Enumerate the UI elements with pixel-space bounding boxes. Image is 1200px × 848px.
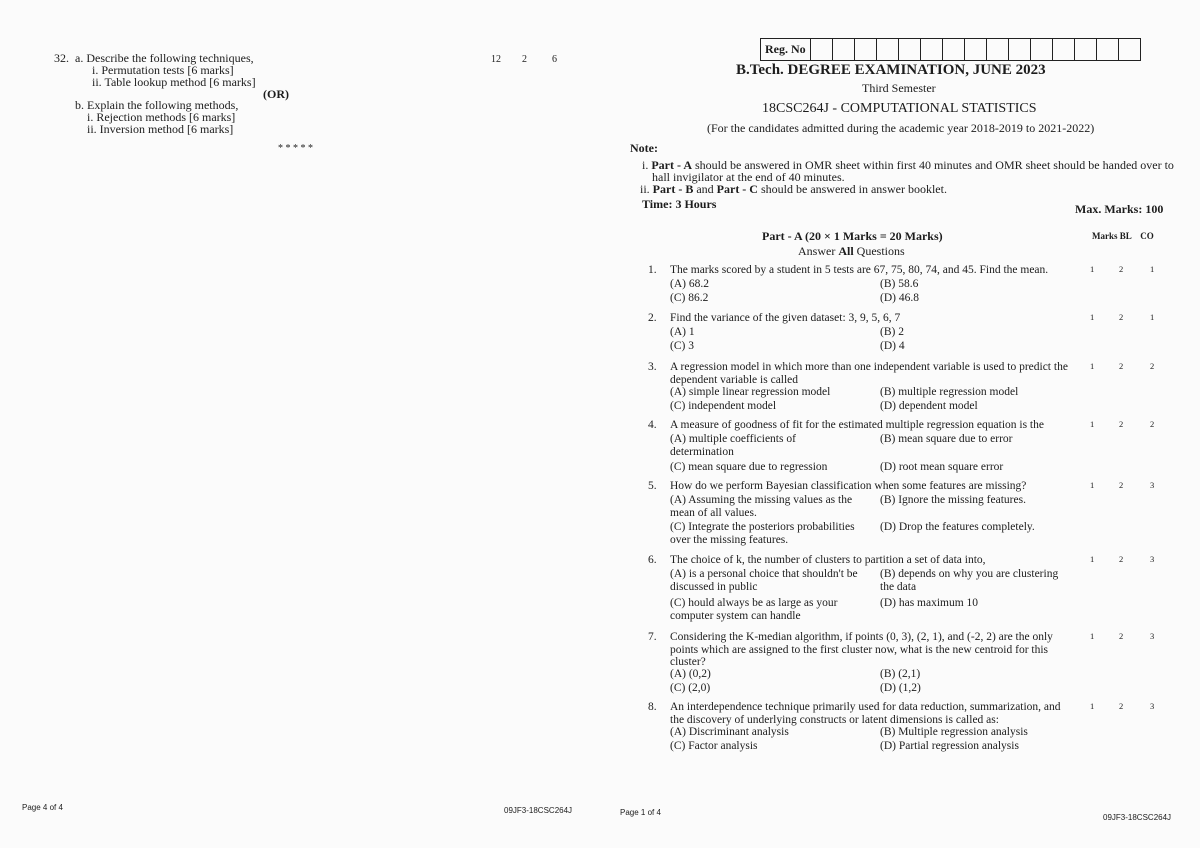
time-label: Time: 3 Hours — [642, 197, 717, 211]
question-bl: 2 — [1119, 631, 1124, 641]
option-d: (D) has maximum 10 — [880, 597, 979, 609]
course-title: 18CSC264J - COMPUTATIONAL STATISTICS — [762, 101, 1037, 116]
option-a: (A) multiple coefficients of determination — [670, 433, 796, 458]
question-bl: 2 — [1119, 419, 1124, 429]
note-i-line2: hall invigilator at the end of 40 minutes. — [652, 170, 845, 184]
reg-cell — [1097, 39, 1119, 60]
question-marks: 1 — [1090, 264, 1095, 274]
question-co: 2 — [1150, 419, 1155, 429]
question-bl: 2 — [1119, 264, 1124, 274]
question-text: Considering the K-median algorithm, if points (0, 3), (2, 1), and (-2, 2) are the only points which are assigned to the first cluster now, what is the new centroid for this cluster? — [670, 631, 1053, 668]
reg-no-label: Reg. No — [761, 39, 811, 60]
question-bl: 2 — [1119, 361, 1124, 371]
reg-cell — [855, 39, 877, 60]
question-marks: 1 — [1090, 631, 1095, 641]
reg-cell — [965, 39, 987, 60]
question-32b-ii: ii. Inversion method [6 marks] — [87, 122, 234, 136]
question-text: The choice of k, the number of clusters to partition a set of data into, — [670, 554, 986, 566]
option-d: (D) 4 — [880, 340, 905, 352]
semester: Third Semester — [862, 81, 936, 95]
question-co: 3 — [1150, 554, 1155, 564]
question-text: The marks scored by a student in 5 tests are 67, 75, 80, 74, and 45. Find the mean. — [670, 264, 1049, 276]
question-marks: 1 — [1090, 554, 1095, 564]
exam-title: B.Tech. DEGREE EXAMINATION, JUNE 2023 — [736, 62, 1046, 78]
note-ii — [640, 182, 947, 197]
reg-cell — [1053, 39, 1075, 60]
question-co: 1 — [1150, 312, 1155, 322]
option-a: (A) Assuming the missing values as the mean of all values. — [670, 494, 853, 519]
reg-cell — [877, 39, 899, 60]
answer-all — [798, 244, 905, 259]
question-co: 3 — [1150, 701, 1155, 711]
question-text: How do we perform Bayesian classification when some features are missing? — [670, 480, 1027, 492]
option-c: (C) mean square due to regression — [670, 461, 828, 473]
option-d: (D) Partial regression analysis — [880, 740, 1019, 752]
note-i-text: should be answered in OMR sheet within first 40 minutes and OMR sheet should be handed over to — [692, 158, 1174, 172]
question-text: Find the variance of the given dataset: 3, 9, 5, 6, 7 — [670, 312, 901, 324]
question-bl: 2 — [1119, 554, 1124, 564]
option-a: (A) simple linear regression model — [670, 386, 831, 398]
right-page — [600, 0, 1200, 848]
option-a: (A) is a personal choice that shouldn't be discussed in public — [670, 568, 858, 593]
question-number: 4. — [648, 419, 657, 431]
question-co: 3 — [1150, 480, 1155, 490]
option-a: (A) Discriminant analysis — [670, 726, 789, 738]
question-number: 6. — [648, 554, 657, 566]
right-footer-code: 09JF3-18CSC264J — [1103, 813, 1172, 822]
note-ii-and: and — [693, 182, 717, 196]
question-marks: 1 — [1090, 361, 1095, 371]
reg-cell — [811, 39, 833, 60]
max-marks: Max. Marks: 100 — [1075, 202, 1164, 216]
note-label: Note: — [630, 141, 658, 155]
option-b: (B) Multiple regression analysis — [880, 726, 1028, 738]
option-c: (C) hould always be as large as your computer system can handle — [670, 597, 838, 622]
question-32b-intro: b. Explain the following methods, — [75, 98, 239, 112]
end-stars: * * * * * — [278, 143, 313, 154]
column-headers: Marks BL CO — [1092, 231, 1154, 241]
note-i-bold: Part - A — [651, 158, 692, 172]
left-footer-code: 09JF3-18CSC264J — [504, 806, 573, 815]
option-b: (B) depends on why you are clustering the data — [880, 568, 1059, 593]
option-c: (C) 3 — [670, 340, 694, 352]
question-32-co: 6 — [552, 54, 557, 65]
answer-all-bold: All — [838, 244, 854, 258]
option-c: (C) Factor analysis — [670, 740, 758, 752]
note-ii-bold1: Part - B — [652, 182, 694, 196]
reg-cell — [1031, 39, 1053, 60]
note-ii-text: should be answered in answer booklet. — [757, 182, 947, 196]
question-number: 7. — [648, 631, 657, 643]
reg-cell — [899, 39, 921, 60]
option-d: (D) root mean square error — [880, 461, 1004, 473]
question-bl: 2 — [1119, 701, 1124, 711]
option-c: (C) 86.2 — [670, 292, 709, 304]
question-number: 1. — [648, 264, 657, 276]
question-32-marks: 12 — [491, 54, 501, 65]
option-b: (B) (2,1) — [880, 668, 921, 680]
answer-all-suffix: Questions — [853, 244, 905, 258]
option-b: (B) multiple regression model — [880, 386, 1019, 398]
question-text: A regression model in which more than one independent variable is used to predict the dependent variable is called — [670, 361, 1068, 386]
question-32a-i: i. Permutation tests [6 marks] — [92, 63, 234, 77]
reg-no-box — [760, 38, 1141, 61]
question-32-bl: 2 — [522, 54, 527, 65]
note-i-prefix: i. — [642, 158, 652, 172]
option-a: (A) 1 — [670, 326, 695, 338]
reg-cell — [943, 39, 965, 60]
question-co: 2 — [1150, 361, 1155, 371]
question-co: 1 — [1150, 264, 1155, 274]
option-b: (B) 58.6 — [880, 278, 919, 290]
option-a: (A) (0,2) — [670, 668, 711, 680]
answer-all-prefix: Answer — [798, 244, 839, 258]
question-32a-ii: ii. Table lookup method [6 marks] — [92, 75, 256, 89]
question-marks: 1 — [1090, 701, 1095, 711]
question-marks: 1 — [1090, 312, 1095, 322]
question-32-number: 32. — [54, 51, 69, 65]
reg-cell — [1009, 39, 1031, 60]
option-c: (C) (2,0) — [670, 682, 711, 694]
option-d: (D) 46.8 — [880, 292, 919, 304]
question-bl: 2 — [1119, 312, 1124, 322]
question-marks: 1 — [1090, 419, 1095, 429]
option-b: (B) 2 — [880, 326, 904, 338]
part-a-title: Part - A (20 × 1 Marks = 20 Marks) — [762, 229, 943, 243]
question-marks: 1 — [1090, 480, 1095, 490]
option-d: (D) dependent model — [880, 400, 978, 412]
reg-cell — [833, 39, 855, 60]
option-c: (C) Integrate the posteriors probabilities over the missing features. — [670, 521, 855, 546]
question-32a-intro: a. Describe the following techniques, — [75, 51, 254, 65]
option-a: (A) 68.2 — [670, 278, 709, 290]
question-text: An interdependence technique primarily used for data reduction, summarization, and the discovery of underlying constructs or latent dimensions is called as: — [670, 701, 1061, 726]
option-b: (B) mean square due to error — [880, 433, 1013, 445]
option-d: (D) Drop the features completely. — [880, 521, 1035, 533]
reg-cell — [987, 39, 1009, 60]
reg-cell — [921, 39, 943, 60]
option-b: (B) Ignore the missing features. — [880, 494, 1026, 506]
right-footer-page: Page 1 of 4 — [620, 808, 661, 817]
left-footer-page: Page 4 of 4 — [22, 803, 63, 812]
note-ii-bold2: Part - C — [716, 182, 758, 196]
reg-cell — [1075, 39, 1097, 60]
question-number: 3. — [648, 361, 657, 373]
admitted-years: (For the candidates admitted during the academic year 2018-2019 to 2021-2022) — [707, 121, 1095, 135]
question-bl: 2 — [1119, 480, 1124, 490]
question-text: A measure of goodness of fit for the estimated multiple regression equation is the — [670, 419, 1044, 431]
note-ii-prefix: ii. — [640, 182, 653, 196]
question-number: 2. — [648, 312, 657, 324]
question-number: 5. — [648, 480, 657, 492]
question-number: 8. — [648, 701, 657, 713]
question-32b-i: i. Rejection methods [6 marks] — [87, 110, 236, 124]
option-c: (C) independent model — [670, 400, 777, 412]
or-label: (OR) — [263, 87, 289, 101]
question-co: 3 — [1150, 631, 1155, 641]
reg-cell — [1119, 39, 1140, 60]
option-d: (D) (1,2) — [880, 682, 921, 694]
